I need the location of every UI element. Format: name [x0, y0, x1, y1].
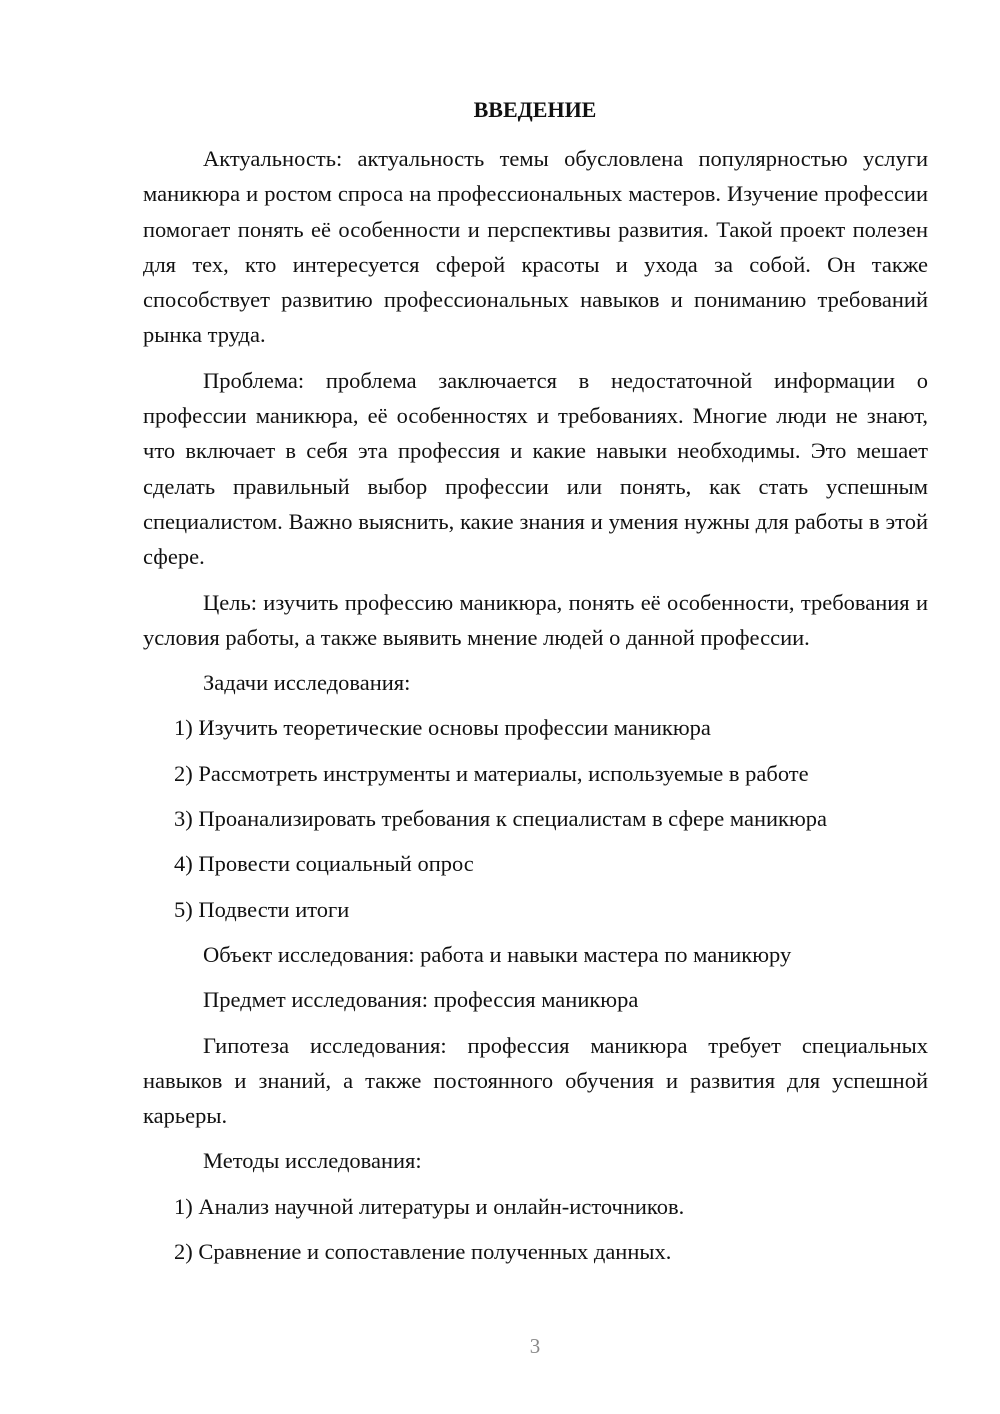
document-body	[143, 141, 928, 1279]
task-item: 5) Подвести итоги	[174, 896, 350, 922]
task-item: 2) Рассмотреть инструменты и материалы, используемые в работе	[174, 760, 809, 786]
task-item: 4) Провести социальный опрос	[174, 851, 474, 877]
method-item: 1) Анализ научной литературы и онлайн-источников.	[174, 1193, 685, 1219]
tasks-heading: Задачи исследования:	[203, 670, 411, 696]
paragraph-object: Объект исследования: работа и навыки мастера по маникюру	[203, 941, 792, 967]
paragraph-problem: Проблема: проблема заключается в недостаточной информации о профессии маникюра, её особенностях и требованиях. Многие люди не знают, что включает в себя эта профессия и какие навыки необходимы. Это мешает сделать правильный выбор профессии или понять, как стать успешным специалистом. Важно выяснить, какие знания и умения нужны для работы в этой сфере.	[143, 367, 928, 570]
paragraph-subject: Предмет исследования: профессия маникюра	[203, 987, 639, 1013]
task-item: 1) Изучить теоретические основы профессии маникюра	[174, 715, 711, 741]
page-title: ВВЕДЕНИЕ	[473, 97, 597, 122]
methods-heading: Методы исследования:	[203, 1148, 422, 1174]
method-item: 2) Сравнение и сопоставление полученных данных.	[174, 1239, 672, 1265]
page-number: 3	[529, 1334, 541, 1358]
paragraph-relevance: Актуальность: актуальность темы обусловлена популярностью услуги маникюра и ростом спроса на профессиональных мастеров. Изучение профессии помогает понять её особенности и перспективы развития. Такой проект полезен для тех, кто интересуется сферой красоты и ухода за собой. Он также способствует развитию профессиональных навыков и пониманию требований рынка труда.	[143, 146, 928, 348]
paragraph-goal: Цель: изучить профессию маникюра, понять её особенности, требования и условия работы, а также выявить мнение людей о данной профессии.	[143, 589, 928, 650]
task-item: 3) Проанализировать требования к специалистам в сфере маникюра	[174, 806, 828, 832]
paragraph-hypothesis: Гипотеза исследования: профессия маникюра требует специальных навыков и знаний, а также постоянного обучения и развития для успешной карьеры.	[143, 1032, 928, 1129]
